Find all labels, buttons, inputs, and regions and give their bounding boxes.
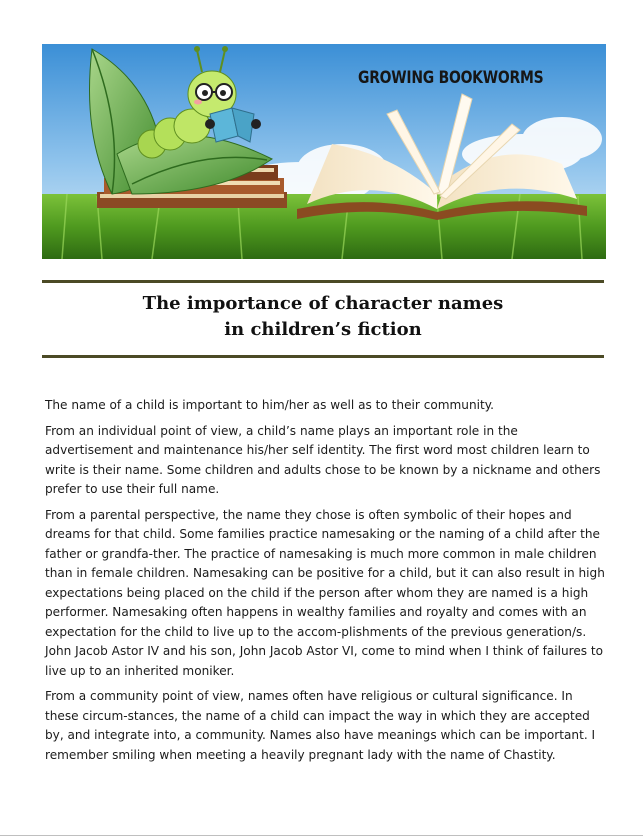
page-edge-line <box>0 835 643 836</box>
paragraph: From a parental perspective, the name they chose is often symbolic of their hopes and dreams for that child. Some families practice namesaking or the naming of a child after the father or grandfa-ther. The practice of namesaking is much more common in male children than in female children. Namesaking can be positive for a child, but it can also result in high expectations being placed on the child if the person after whom they are named is a high performer. Namesaking often happens in wealthy families and royalty and comes with an expectation for the child to live up to the accom-plishments of the previous generation/s. John Jacob Astor IV and his son, John Jacob Astor VI, come to mind when I think of failures to live up to an inherited moniker. <box>45 507 605 678</box>
header-banner <box>42 44 606 259</box>
article-title <box>42 291 604 343</box>
title-line-1: The importance of character names <box>142 293 504 314</box>
paragraph: From a community point of view, names often have religious or cultural significance. In these circum-stances, the name of a child can impact the way in which they are accepted by, and integrate into, a community. Names also have meanings which can be important. I remember smiling when meeting a heavily pregnant lady with the name of Chastity. <box>45 689 596 762</box>
title-line-2: in children’s fiction <box>224 319 422 340</box>
brand-title: GROWING BOOKWORMS <box>358 68 544 88</box>
paragraph: The name of a child is important to him/her as well as to their community. <box>45 398 495 412</box>
title-rule-top <box>42 280 604 283</box>
paragraph: From an individual point of view, a child’s name plays an important role in the advertisement and maintenance his/her self identity. The first word most children learn to write is their name. Some children and adults chose to be known by a nickname and others prefer to use their full name. <box>45 423 601 496</box>
title-rule-bottom <box>42 355 604 358</box>
article-body <box>45 396 605 771</box>
